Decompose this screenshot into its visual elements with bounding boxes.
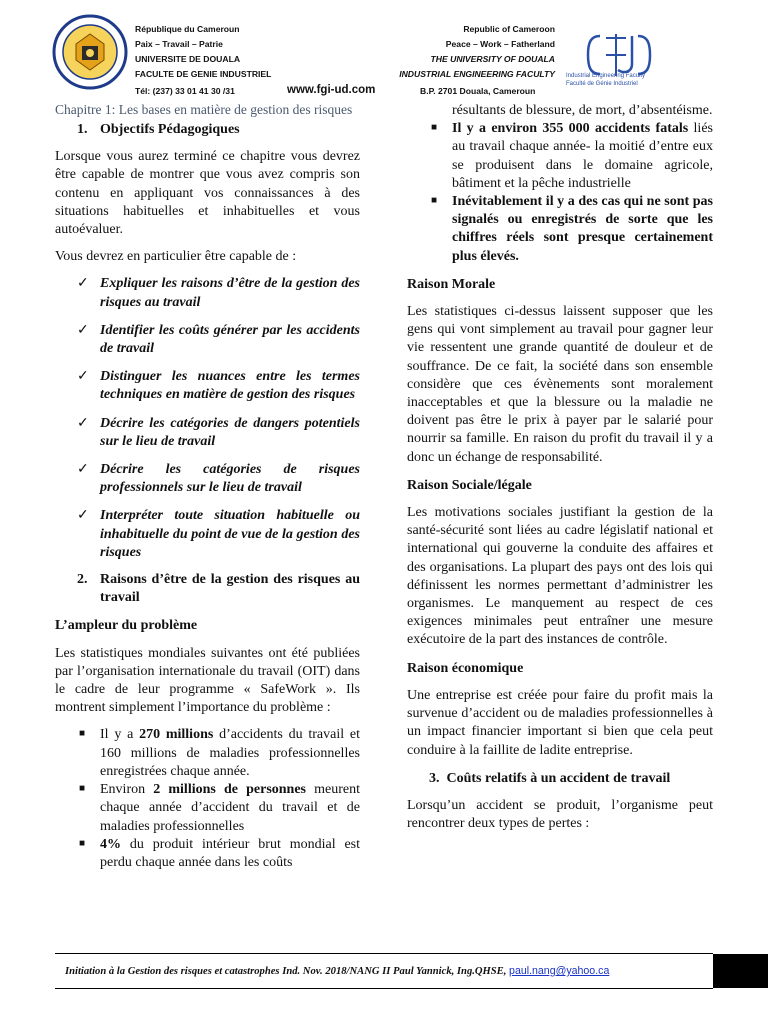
paragraph: Les statistiques mondiales suivantes ont été publiées par l’organisation internationale du travail (OIT) dans le cadre de leur programme « SafeWork ». Ils montrent simplement l’importance du problème :: [55, 645, 360, 716]
objective-item: ✓ Expliquer les raisons d’être de la gestion des risques au travail: [77, 276, 360, 310]
bullet-item: ■ Environ 2 millions de personnes meurent chaque année d’accident du travail et de maladies professionnelles: [79, 782, 361, 834]
paragraph: Une entreprise est créée pour faire du profit mais la survenue d’accident ou de maladies professionnelles à un impact financier important si bien que cela peut conduire à la faillite de ladite entreprise.: [407, 687, 713, 758]
objective-item: ✓ Décrire les catégories de dangers potentiels sur le lieu de travail: [77, 415, 360, 449]
phone-number: Tél: (237) 33 01 41 30 /31: [135, 86, 235, 96]
bullet-icon: ■: [79, 728, 86, 740]
bullet-continuation: résultants de blessure, de mort, d’absentéisme.: [452, 103, 713, 118]
bullet-item: ■ Inévitablement il y a des cas qui ne sont pas signalés ou enregistrés de sorte que les chiffres réels sont presque certainement plus élevés.: [431, 194, 713, 264]
subheading-raison-sociale: Raison Sociale/légale: [407, 477, 532, 493]
header-left: République du Cameroun Paix – Travail – Patrie UNIVERSITE DE DOUALA FACULTE DE GENIE INDUSTRIEL: [135, 24, 272, 79]
website-link[interactable]: www.fgi-ud.com: [287, 84, 376, 96]
page-footer: [55, 953, 713, 989]
paragraph: Les statistiques ci-dessus laissent supposer que les gens qui vont simplement au travail pour gagner leur vie ressentent une grande quantité de douleur et de souffrance. De ce fait, la société dans son ensemble considère que ces évènements sont moralement inacceptables et que la blessure ou la maladie ne doivent pas être le prix à payer par le salarié pour nourrir sa famille. En raison du profit du travail il y a donc un échange de responsabilité.: [407, 304, 713, 465]
intro-paragraph: Lorsque vous aurez terminé ce chapitre vous devrez être capable de montrer que vous avez compris son contenu en appliquant vos connaissances à des situations habituelles et inhabituelles et vous autoévaluer.: [55, 149, 360, 238]
objective-item: ✓ Décrire les catégories de risques professionnels sur le lieu de travail: [77, 462, 360, 496]
bullet-icon: ■: [79, 783, 86, 795]
checkmark-icon: ✓: [77, 462, 89, 478]
checkmark-icon: ✓: [77, 508, 89, 524]
bullet-item: ■ 4% du produit intérieur brut mondial est perdu chaque année dans les coûts: [79, 836, 360, 870]
university-seal-icon: [52, 14, 128, 90]
postal-address: B.P. 2701 Douala, Cameroun: [420, 86, 536, 96]
objective-item: ✓ Interpréter toute situation habituelle ou inhabituelle du point de vue de la gestion des risques: [77, 508, 360, 560]
faculty-logo-caption: Industrial Engineering Faculty Faculté de Génie Industriel: [566, 73, 646, 87]
bullet-icon: ■: [431, 122, 438, 134]
checkmark-icon: ✓: [77, 322, 89, 338]
left-column: [55, 102, 360, 872]
subheading: L’ampleur du problème: [55, 618, 198, 634]
subheading-raison-morale: Raison Morale: [407, 276, 496, 292]
bullet-item: ■ Il y a environ 355 000 accidents fatals liés au travail chaque année- la moitié d’entre eux se produisent dans le domaine agricole, bâtiment et la pêche industrielle: [431, 121, 713, 191]
right-column: [407, 102, 713, 833]
footer-text: Initiation à la Gestion des risques et catastrophes Ind. Nov. 2018/NANG II Paul Yannick, Ing.QHSE,: [65, 966, 510, 977]
section-heading-1: 1. Objectifs Pédagogiques: [77, 122, 240, 137]
bullet-icon: ■: [79, 837, 86, 849]
paragraph: Lorsqu’un accident se produit, l’organisme peut rencontrer deux types de pertes :: [407, 797, 713, 832]
letterhead: [0, 0, 768, 108]
bullet-icon: ■: [431, 195, 438, 207]
bullet-item: ■ Il y a 270 millions d’accidents du travail et 160 millions de maladies professionnelles enregistrées chaque année.: [79, 727, 360, 779]
subheading-raison-economique: Raison économique: [407, 660, 524, 676]
checkmark-icon: ✓: [77, 415, 89, 431]
chapter-title: Chapitre 1: Les bases en matière de gestion des risques: [55, 102, 353, 117]
page-number: 1: [738, 961, 746, 977]
checkmark-icon: ✓: [77, 369, 89, 385]
objective-item: ✓ Distinguer les nuances entre les termes techniques en matière de gestion des risques: [77, 369, 360, 403]
paragraph: Les motivations sociales justifiant la gestion de la santé-sécurité sont liées au cadre législatif national et international qui gouverne la conduite des affaires et des organisations. La plupart des pays ont des lois qui définissent les normes permettant d’administrer les organismes. Le manquement au respect de ces exigences minimales peut entraîner une mesure exécutoire de la part des instances de contrôle.: [407, 505, 713, 648]
objective-item: ✓ Identifier les coûts générer par les accidents de travail: [77, 322, 360, 357]
header-right: Republic of Cameroon Peace – Work – Fatherland THE UNIVERSITY OF DOUALA INDUSTRIAL ENGINEERING FACULTY: [399, 24, 555, 79]
section-heading-3: 3. Coûts relatifs à un accident de travail: [429, 770, 671, 786]
checkmark-icon: ✓: [77, 276, 89, 292]
email-link[interactable]: paul.nang@yahoo.ca: [509, 965, 610, 977]
section-heading-2: 2. Raisons d’être de la gestion des risques au travail: [77, 572, 360, 606]
intro-paragraph-2: Vous devrez en particulier être capable de :: [55, 249, 297, 265]
